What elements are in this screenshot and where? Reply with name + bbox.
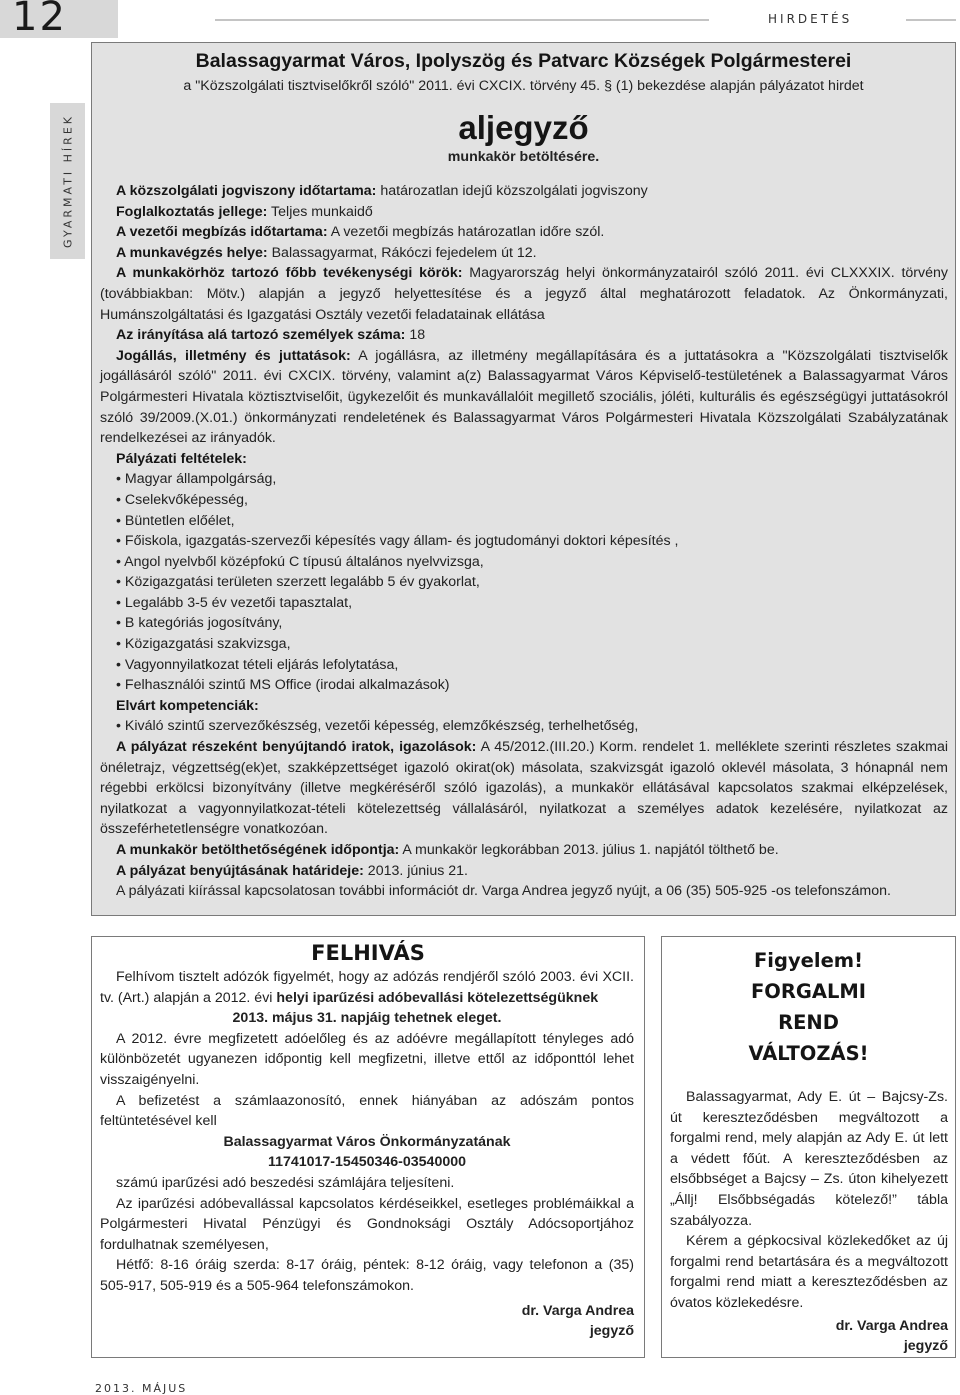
jogviszony-line: A közszolgálati jogviszony időtartama: határozatlan idejű közszolgálati jogviszony bbox=[116, 183, 648, 199]
feltetelek-list bbox=[100, 469, 948, 696]
idopont-line: A munkakör betölthetőségének időpontja: A munkakör legkorábban 2013. július 1. napjától tölthető be. bbox=[116, 842, 779, 858]
side-tab bbox=[50, 103, 85, 259]
list-item: • Angol nyelvből középfokú C típusú általános nyelvvizsga, bbox=[116, 553, 484, 570]
korok-paragraph: A munkakörhöz tartozó főbb tevékenységi körök: Magyarország helyi önkormányzatairól szóló 2011. évi CLXXXIX. törvény (továbbiakban: Mötv.) alapján a jegyző helyettesítése és a jegyző által meghatározott feladatok. Az Önkormányzati, Humánszolgáltatási és Igazgatási Osztály vezetői feladatainak ellátása bbox=[100, 265, 948, 323]
hatarido-line: A pályázat benyújtásának határideje: 2013. június 21. bbox=[116, 862, 468, 879]
felhivas-body bbox=[100, 967, 634, 1342]
jelleg-line: Foglalkoztatás jellege: Teljes munkaidő bbox=[116, 203, 373, 220]
position-title: aljegyző bbox=[458, 109, 589, 146]
felhivas-p2: A 2012. évre megfizetett adóelőleg és az adóévre megállapított tényleges adó különbözetét ugyanezen időpontig kell megfizetni, illetve ettől az időponttól lehet visszaigényelni. bbox=[100, 1030, 634, 1088]
figyelem-title-line: FORGALMI bbox=[750, 980, 867, 1003]
figyelem-box bbox=[661, 936, 956, 1358]
felhivas-p4: számú iparűzési adó beszedési számlájára teljesíteni. bbox=[116, 1174, 455, 1191]
iranyitas-line: Az irányítása alá tartozó személyek száma: 18 bbox=[116, 327, 426, 344]
felhivas-p6: Hétfő: 8-16 óráig szerda: 8-17 óráig, péntek: 8-12 óráig, vagy telefonon a (35) 505-917, 505-919 és a 505-964 telefonszámokon. bbox=[100, 1257, 634, 1294]
list-item: • Főiskola, igazgatás-szervezői képesítés vagy állam- és jogtudományi doktori képesítés , bbox=[116, 533, 679, 550]
figyelem-body bbox=[670, 1087, 948, 1357]
advert-subtitle: a "Közszolgálati tisztviselőkről szóló" 2011. évi CXCIX. törvény 45. § (1) bekezdése alapján pályázatot hirdet bbox=[183, 78, 864, 94]
advert-body bbox=[100, 181, 948, 902]
list-item: • Kiváló szintű szervezőkészség, vezetői képesség, elemzőkészség, terhelhetőség, bbox=[116, 718, 639, 735]
job-advert-box bbox=[91, 42, 956, 916]
iratok-paragraph: A pályázat részeként benyújtandó iratok, igazolások: A 45/2012.(III.20.) Korm. rendelet 1. melléklete szerinti részletes szakmai önéletrajz, végzettség(ek)et, szakképzettséget igazoló okirat(ok) másolata, szakvizsgát igazoló oklevél másolata, 3 hónapnál nem régebbi erkölcsi bizonyítvány (illetve megkéréséről szóló igazolás), a munkakör ellátásával kapcsolatos szakmai elképzelések, nyilatkozat a vagyonnyilatkozat-tételi kötelezettség vállalásáról, nyilatkozat a személyes adatok kezelésére, nyilatkozat az összeférhetetlenségre vonatkozóan. bbox=[100, 739, 948, 838]
signature-title: jegyző bbox=[589, 1323, 634, 1340]
page-number-block bbox=[0, 0, 118, 38]
list-item: • Magyar állampolgárság, bbox=[116, 471, 277, 488]
list-item: • Közigazgatási szakvizsga, bbox=[116, 636, 291, 653]
list-item: • B kategóriás jogosítvány, bbox=[116, 615, 283, 632]
feltetelek-label: Pályázati feltételek: bbox=[116, 450, 247, 467]
figyelem-title-line: Figyelem! bbox=[753, 949, 864, 972]
header-rule-left bbox=[215, 19, 709, 21]
figyelem-p1: Balassagyarmat, Ady E. út – Bajcsy-Zs. út kereszteződésben megváltozott a forgalmi rend, mely alapján az Ady E. út lett a védett főút. A kereszteződésben az elsőbbséget a Bajcsy – Zs. úton kihelyezett „Állj! Elsőbbségadás kötelező!” tábla szabályozza. bbox=[670, 1089, 948, 1229]
side-tab-label: GYARMATI HÍREK bbox=[61, 114, 74, 248]
kompetenciak-label: Elvárt kompetenciák: bbox=[116, 697, 259, 714]
figyelem-p2: Kérem a gépkocsival közlekedőket az új forgalmi rend betartására és a megváltozott forgalmi rend miatt a kereszteződésben az óvatos közlekedésre. bbox=[670, 1233, 948, 1311]
advert-title: Balassagyarmat Város, Ipolyszög és Patvarc Községek Polgármesterei bbox=[195, 50, 852, 72]
header-rule-right bbox=[906, 19, 956, 21]
list-item: • Felhasználói szintű MS Office (irodai alkalmazások) bbox=[116, 677, 450, 694]
felhivas-title: FELHIVÁS bbox=[311, 941, 425, 965]
list-item: • Cselekvőképesség, bbox=[116, 491, 248, 508]
felhivas-p3: A befizetést a számlaazonosító, ennek hiányában az adószám pontos feltüntetésével kell bbox=[100, 1092, 634, 1130]
figyelem-title-line: REND bbox=[778, 1011, 839, 1034]
megbizas-line: A vezetői megbízás időtartama: A vezetői megbízás határozatlan időre szól. bbox=[116, 224, 605, 241]
list-item: • Büntetlen előélet, bbox=[116, 512, 235, 529]
figyelem-title bbox=[662, 945, 955, 1069]
felhivas-deadline: 2013. május 31. napjáig tehetnek eleget. bbox=[232, 1010, 502, 1027]
account-number: 11741017-15450346-03540000 bbox=[267, 1154, 467, 1171]
figyelem-title-line: VÁLTOZÁS! bbox=[748, 1042, 869, 1065]
hely-line: A munkavégzés helye: Balassagyarmat, Rákóczi fejedelem út 12. bbox=[116, 244, 537, 261]
section-title: HIRDETÉS bbox=[768, 12, 853, 26]
position-subtitle: munkakör betöltésére. bbox=[447, 149, 600, 165]
signature-name: dr. Varga Andrea bbox=[521, 1302, 634, 1319]
signature-title: jegyző bbox=[903, 1338, 948, 1355]
page-number: 12 bbox=[12, 0, 67, 40]
felhivas-p5: Az iparűzési adóbevallással kapcsolatos kérdéseikkel, esetleges problémáikkal a Polgármesteri Hivatal Pénzügyi és Gondnoksági Osztály Adócsoportjához fordulhatnak személyesen, bbox=[100, 1195, 634, 1253]
list-item: • Vagyonnyilatkozat tételi eljárás lefolytatása, bbox=[116, 656, 399, 673]
account-name: Balassagyarmat Város Önkormányzatának bbox=[223, 1133, 511, 1150]
list-item: • Legalább 3-5 év vezetői tapasztalat, bbox=[116, 594, 353, 611]
footer-date: 2013. MÁJUS bbox=[95, 1382, 188, 1395]
list-item: • Közigazgatási területen szerzett legalább 5 év gyakorlat, bbox=[116, 574, 480, 591]
jogallas-paragraph: Jogállás, illetmény és juttatások: A jogállásra, az illetmény megállapítására és a juttatásokra a "Közszolgálati tisztviselők jogállásáról szóló" 2011. évi CXCIX. törvény, valamint a(z) Balassagyarmat Város Képviselő-testületének a Balassagyarmat Város Polgármesteri Hivatala köztisztviselőit, ügykezelőit és munkavállalóit megillető szociális, jóléti, kulturális és egészségügyi juttatásokról szóló 39/2009.(X.01.) önkormányzati rendeletének és Balassagyarmat Város Polgármesteri Hivatala Közszolgálati Szabályzatának rendelkezései az irányadók. bbox=[100, 347, 949, 447]
signature-name: dr. Varga Andrea bbox=[835, 1317, 948, 1334]
felhivas-p1: Felhívom tisztelt adózók figyelmét, hogy az adózás rendjéről szóló 2003. évi XCII. tv. (Art.) alapján a 2012. évi helyi iparűzési adóbevallási kötelezettségüknek bbox=[100, 969, 634, 1006]
felhivas-box bbox=[91, 936, 645, 1358]
info-line: A pályázati kiírással kapcsolatosan további információt dr. Varga Andrea jegyző nyújt, a 06 (35) 505-925 -os telefonszámon. bbox=[116, 883, 891, 900]
